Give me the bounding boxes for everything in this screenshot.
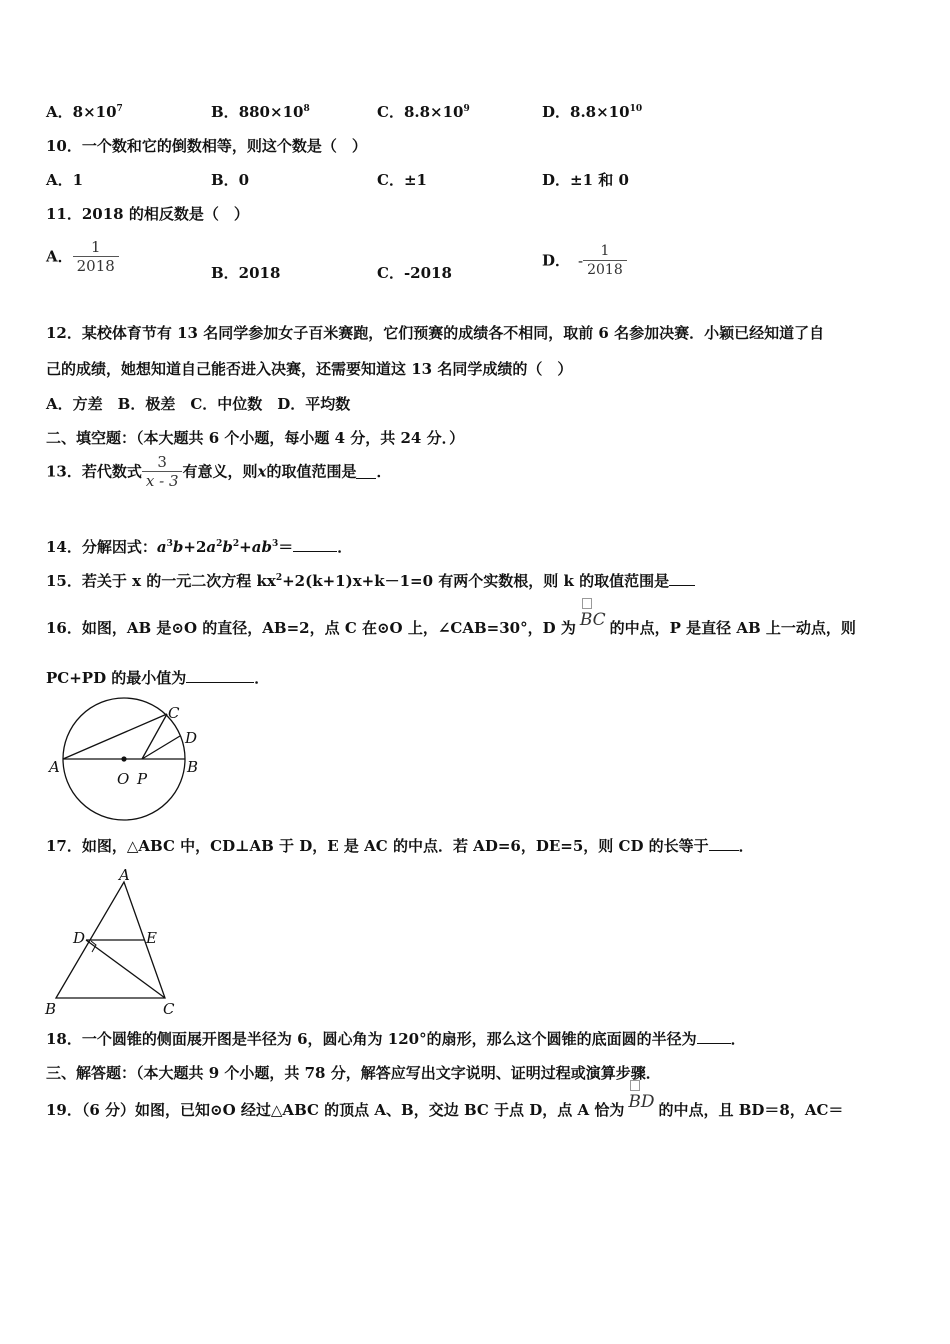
q13-fraction: $\frac{3}{x - 3}$	[142, 453, 183, 490]
label-p: P	[137, 770, 148, 788]
label-d: D	[73, 929, 86, 947]
q16-answer-blank[interactable]	[186, 668, 254, 683]
q11-a-fraction: $\frac{1}{2018}$	[73, 238, 119, 275]
chord-ac	[63, 714, 167, 759]
q18-stem: 18．一个圆锥的侧面展开图是半径为 6，圆心角为 120°的扇形，那么这个圆锥的底面圆的半径为 ．	[46, 1030, 746, 1048]
q13-answer-blank[interactable]	[356, 464, 376, 479]
label-e: E	[146, 929, 157, 947]
q16-line2: PC+PD 的最小值为 ．	[46, 669, 270, 687]
q9-option-a: A．$8\times 10^7$	[46, 103, 123, 121]
center-point-o	[121, 756, 126, 761]
label-o: O	[117, 770, 130, 788]
right-angle-mark	[91, 941, 96, 952]
q10-stem: 10．一个数和它的倒数相等，则这个数是（ ）	[46, 137, 367, 155]
q10-option-c: C．±1	[377, 171, 427, 189]
q10-option-b: B．0	[211, 171, 250, 189]
arc-mark-icon	[582, 598, 592, 609]
label-a: A	[119, 866, 130, 884]
q11-stem: 11．2018 的相反数是（ ）	[46, 205, 249, 223]
q10-option-a: A．1	[46, 171, 84, 189]
q9-option-c: C．$8.8\times 10^9$	[377, 103, 470, 121]
label-a: A	[49, 758, 60, 776]
q14-answer-blank[interactable]	[293, 537, 337, 552]
q11-option-a: A． $\frac{1}{2018}$	[46, 238, 119, 275]
q10-option-d: D．±1 和 0	[542, 171, 629, 189]
segment-cd	[86, 940, 165, 998]
q18-answer-blank[interactable]	[697, 1029, 731, 1044]
q9-option-b: B．$880\times 10^8$	[211, 103, 310, 121]
segment-cp	[142, 714, 167, 759]
label-b: B	[45, 1000, 57, 1018]
q14: 14．分解因式：$a^3b+2a^2b^2+ab^3=$ ．	[46, 538, 353, 556]
label-c: C	[163, 1000, 175, 1018]
q16-circle-figure	[44, 692, 214, 828]
q12-line1: 12．某校体育节有 13 名同学参加女子百米赛跑，它们预赛的成绩各不相同，取前 6 名参加决赛．小颖已经知道了自	[46, 324, 825, 342]
q11-d-fraction: $\frac{1}{2018}$	[583, 242, 627, 279]
section-2-heading: 二、填空题：（本大题共 6 个小题，每小题 4 分，共 24 分．）	[46, 429, 465, 447]
q13: 13．若代数式 $\frac{3}{x - 3}$ 有意义，则x的取值范围是 ．	[46, 453, 392, 490]
q19-stem: 19．（6 分）如图，已知⊙O 经过△ABC 的顶点 A、B，交边 BC 于点 D，点 A 恰为 BD 的中点，且 BD＝8，AC＝	[46, 1100, 843, 1120]
q17-triangle-figure	[40, 864, 190, 1020]
q9-option-d: D．$8.8\times 10^{10}$	[542, 103, 643, 121]
label-d: D	[185, 729, 198, 747]
q16-arc-bc: BC	[580, 610, 606, 630]
q12-options: A．方差 B．极差 C．中位数 D．平均数	[46, 395, 351, 413]
arc-mark-icon	[630, 1080, 640, 1091]
label-c: C	[168, 704, 180, 722]
q11-option-b: B．2018	[211, 264, 281, 282]
q15-answer-blank[interactable]	[669, 571, 695, 586]
q11-option-d: D． - $\frac{1}{2018}$	[542, 242, 627, 279]
label-b: B	[187, 758, 199, 776]
q15: 15．若关于 x 的一元二次方程 $kx^2+2(k+1)x+k-1=0$ 有两个实数根，则 k 的取值范围是	[46, 571, 695, 591]
q17-answer-blank[interactable]	[709, 836, 739, 851]
q12-line2: 己的成绩，她想知道自己能否进入决赛，还需要知道这 13 名同学成绩的（ ）	[46, 360, 573, 378]
q16-line1: 16．如图，AB 是⊙O 的直径，AB=2，点 C 在⊙O 上，∠CAB=30°，D 为 BC 的中点，P 是直径 AB 上一动点，则	[46, 618, 856, 638]
q17-stem: 17．如图，△ABC 中，CD⊥AB 于 D，E 是 AC 的中点．若 AD=6，DE=5，则 CD 的长等于 ．	[46, 837, 754, 855]
section-3-heading: 三、解答题：（本大题共 9 个小题，共 78 分，解答应写出文字说明、证明过程或演算步骤．	[46, 1064, 661, 1082]
q11-option-c: C．-2018	[377, 264, 452, 282]
q19-arc-bd: BD	[628, 1092, 654, 1112]
